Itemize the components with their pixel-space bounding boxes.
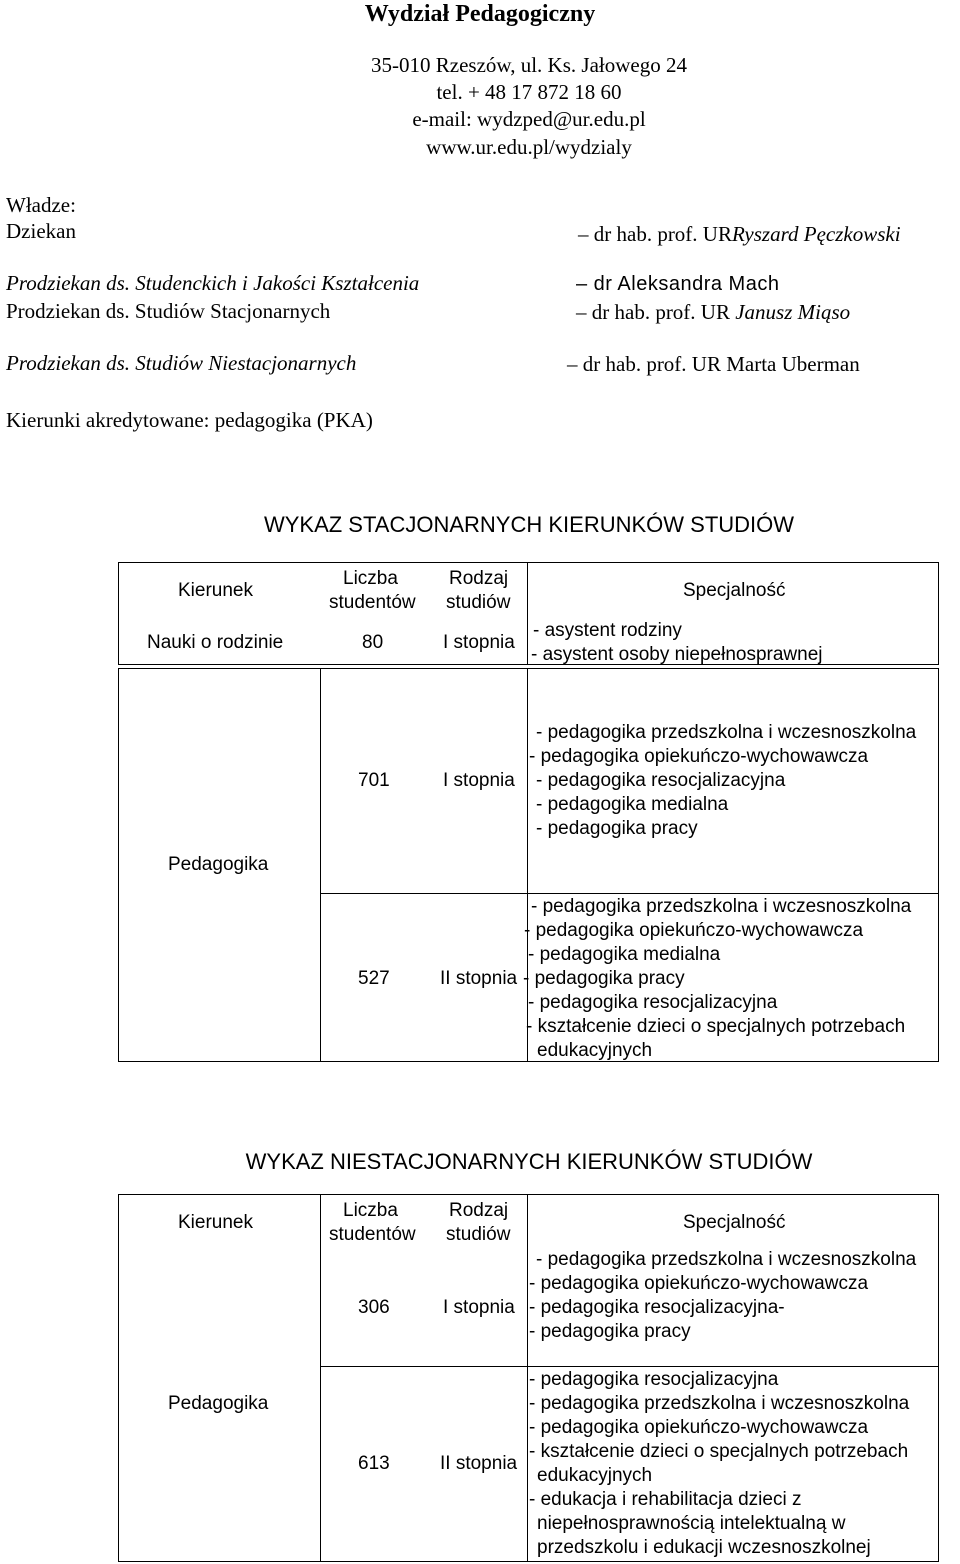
- row-spec: - pedagogika opiekuńczo-wychowawcza: [524, 920, 864, 941]
- row-spec: - pedagogika opiekuńczo-wychowawcza: [529, 746, 869, 767]
- table-border: [118, 668, 939, 669]
- row-spec: - asystent rodziny: [533, 620, 682, 641]
- vice2-name: [576, 299, 850, 325]
- row-spec: - edukacja i rehabilitacja dzieci z: [529, 1489, 802, 1510]
- vice2-label: Prodziekan ds. Studiów Stacjonarnych: [6, 299, 331, 323]
- row-rodzaj: II stopnia: [440, 968, 518, 989]
- vice2-person: Janusz Miąso: [735, 300, 851, 324]
- table-border: [527, 562, 528, 665]
- row-spec: - pedagogika resocjalizacyjna: [529, 1369, 779, 1390]
- col-rodzaj-2: studiów: [446, 592, 511, 613]
- vice3-name: – dr hab. prof. UR Marta Uberman: [567, 352, 860, 376]
- row-liczba: 527: [358, 968, 390, 989]
- row-spec: - kształcenie dzieci o specjalnych potrzebach: [526, 1016, 906, 1037]
- dean-label: Dziekan: [6, 219, 76, 243]
- pedagogika-label: Pedagogika: [168, 854, 269, 875]
- table-border: [320, 1194, 321, 1562]
- accreditation-line: [6, 407, 373, 433]
- row-spec: - pedagogika resocjalizacyjna: [528, 992, 778, 1013]
- row-spec: niepełnosprawnością intelektualną w: [537, 1513, 846, 1534]
- row-spec: - pedagogika przedszkolna i wczesnoszkolna: [536, 722, 917, 743]
- row-spec: - pedagogika resocjalizacyjna: [536, 770, 786, 791]
- pedagogika-label: Pedagogika: [168, 1393, 269, 1414]
- row-rodzaj: I stopnia: [443, 1297, 515, 1318]
- row-spec: - pedagogika pracy: [523, 968, 685, 989]
- row-spec: przedszkolu i edukacji wczesnoszkolnej: [537, 1537, 871, 1558]
- row-rodzaj: I stopnia: [443, 770, 515, 791]
- accreditation-label: Kierunki akredytowane:: [6, 408, 210, 432]
- col-rodzaj: Rodzaj: [449, 1200, 509, 1221]
- email-line: e-mail: wydzped@ur.edu.pl: [412, 107, 646, 131]
- row-spec: - pedagogika opiekuńczo-wychowawcza: [529, 1417, 869, 1438]
- table-border: [527, 1194, 528, 1562]
- row-spec: - pedagogika medialna: [528, 944, 721, 965]
- stationary-heading: WYKAZ STACJONARNYCH KIERUNKÓW STUDIÓW: [263, 512, 795, 537]
- address-line: 35-010 Rzeszów, ul. Ks. Jałowego 24: [371, 53, 687, 77]
- row-liczba: 701: [358, 770, 390, 791]
- row-spec: - pedagogika przedszkolna i wczesnoszkolna: [536, 1249, 917, 1270]
- row-spec: edukacyjnych: [537, 1040, 653, 1061]
- website-line: www.ur.edu.pl/wydzialy: [426, 135, 632, 159]
- row-spec: - pedagogika pracy: [529, 1321, 691, 1342]
- col-rodzaj: Rodzaj: [449, 568, 509, 589]
- row-spec: - pedagogika medialna: [536, 794, 729, 815]
- table-border: [320, 668, 321, 1062]
- row-spec: - pedagogika pracy: [536, 818, 698, 839]
- row-spec: - asystent osoby niepełnosprawnej: [531, 644, 823, 665]
- col-liczba-2: studentów: [329, 1224, 416, 1245]
- row-spec: - pedagogika opiekuńczo-wychowawcza: [529, 1273, 869, 1294]
- table-border: [320, 1366, 939, 1367]
- row-liczba: 613: [358, 1453, 390, 1474]
- dean-person: Ryszard Pęczkowski: [731, 222, 901, 246]
- row-rodzaj: I stopnia: [443, 632, 515, 653]
- phone-line: tel. + 48 17 872 18 60: [436, 80, 622, 104]
- row-liczba: 306: [358, 1297, 390, 1318]
- table-border: [118, 668, 119, 1062]
- col-kierunek: Kierunek: [178, 580, 253, 601]
- row-spec: edukacyjnych: [537, 1465, 653, 1486]
- table-border: [118, 1061, 939, 1062]
- table-border: [938, 668, 939, 1062]
- extramural-heading: WYKAZ NIESTACJONARNYCH KIERUNKÓW STUDIÓW: [245, 1149, 813, 1174]
- col-kierunek: Kierunek: [178, 1212, 253, 1233]
- col-liczba-2: studentów: [329, 592, 416, 613]
- col-specjalnosc: Specjalność: [683, 580, 786, 601]
- table-border: [118, 1561, 939, 1562]
- vice1-label: Prodziekan ds. Studenckich i Jakości Kształcenia: [6, 271, 420, 295]
- vice3-label: Prodziekan ds. Studiów Niestacjonarnych: [6, 351, 357, 375]
- row-kierunek: Nauki o rodzinie: [147, 632, 284, 653]
- col-specjalnosc: Specjalność: [683, 1212, 786, 1233]
- table-border: [320, 893, 939, 894]
- dean-title: – dr hab. prof. UR: [578, 222, 732, 246]
- col-rodzaj-2: studiów: [446, 1224, 511, 1245]
- faculty-title: Wydział Pedagogiczny: [364, 1, 596, 27]
- table-border: [118, 562, 939, 563]
- row-rodzaj: II stopnia: [440, 1453, 518, 1474]
- row-spec: - pedagogika przedszkolna i wczesnoszkolna: [531, 896, 912, 917]
- row-spec: - pedagogika przedszkolna i wczesnoszkolna: [529, 1393, 910, 1414]
- row-spec: - kształcenie dzieci o specjalnych potrzebach: [529, 1441, 909, 1462]
- vice1-name: – dr Aleksandra Mach: [576, 273, 780, 295]
- authorities-heading: Władze:: [6, 193, 76, 217]
- table-border: [938, 1194, 939, 1562]
- row-spec: - pedagogika resocjalizacyjna-: [529, 1297, 785, 1318]
- table-border: [938, 562, 939, 665]
- col-liczba: Liczba: [343, 568, 398, 589]
- table-border: [118, 1194, 119, 1562]
- table-border: [118, 562, 119, 665]
- col-liczba: Liczba: [343, 1200, 398, 1221]
- table-border: [118, 1194, 939, 1195]
- vice2-title: – dr hab. prof. UR: [576, 300, 730, 324]
- accreditation-value: pedagogika (PKA): [214, 408, 373, 432]
- row-liczba: 80: [362, 632, 384, 653]
- dean-name: [578, 221, 901, 247]
